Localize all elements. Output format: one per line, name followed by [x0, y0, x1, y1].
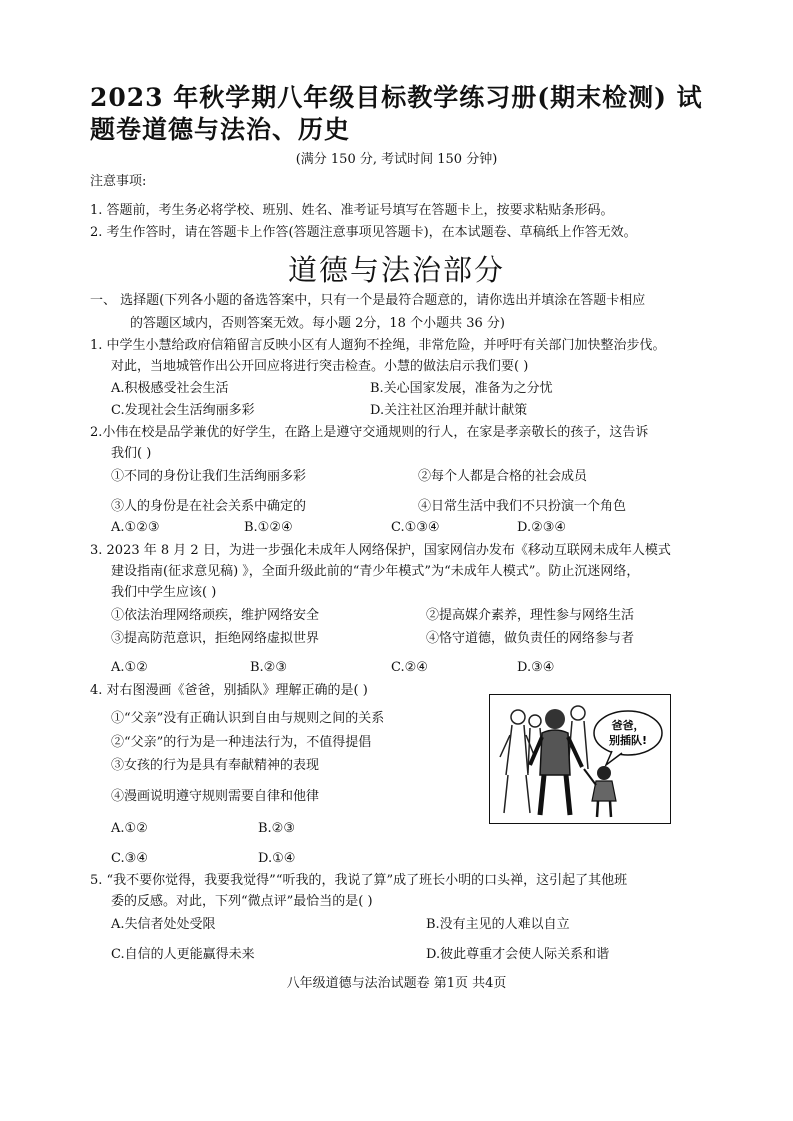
- q2-line-2: 我们( ): [111, 446, 152, 461]
- q3-statement-2: ②提高媒介素养，理性参与网络生活: [426, 608, 635, 623]
- q2-option-c[interactable]: C.①③④: [391, 520, 440, 535]
- cartoon-illustration: [490, 695, 670, 823]
- title-line-2: 题卷道德与法治、历史: [90, 115, 351, 144]
- q4-option-a[interactable]: A.①②: [111, 821, 148, 836]
- q1-option-d[interactable]: D.关注社区治理并献计献策: [370, 403, 528, 418]
- q4-statement-3: ③女孩的行为是具有奉献精神的表现: [111, 758, 320, 773]
- q2-statement-1: ①不同的身份让我们生活绚丽多彩: [111, 469, 307, 484]
- q3-line-2: 建设指南(征求意见稿) 》，全面升级此前的“青少年模式”为“未成年人模式”。防止沉迷网络，: [111, 564, 640, 579]
- q5-option-b[interactable]: B.没有主见的人难以自立: [426, 917, 570, 932]
- q5-line-2: 委的反感。对此，下列“微点评”最恰当的是( ): [111, 894, 373, 909]
- q4-option-c[interactable]: C.③④: [111, 851, 148, 866]
- q3-option-d[interactable]: D.③④: [517, 660, 555, 675]
- exam-subtitle: (满分 150 分, 考试时间 150 分钟): [295, 152, 498, 167]
- part1-instruction-1: 一、 选择题(下列各小题的备选答案中，只有一个是最符合题意的，请你选出并填涂在答题卡相应: [90, 293, 646, 308]
- q4-option-d[interactable]: D.①④: [258, 851, 296, 866]
- q2-option-a[interactable]: A.①②③: [111, 520, 160, 535]
- note-item-1: 1. 答题前，考生务必将学校、班别、姓名、准考证号填写在答题卡上，按要求粘贴条形码。: [90, 203, 614, 218]
- notes-heading: 注意事项:: [90, 174, 147, 189]
- q4-statement-2: ②“父亲”的行为是一种违法行为，不值得提倡: [111, 735, 372, 750]
- q4-line-1: 4. 对右图漫画《爸爸，别插队》理解正确的是( ): [90, 683, 368, 698]
- section-title: 道德与法治部分: [287, 253, 505, 287]
- q3-option-c[interactable]: C.②④: [391, 660, 428, 675]
- q2-statement-4: ④日常生活中我们不只扮演一个角色: [418, 499, 627, 514]
- q3-option-b[interactable]: B.②③: [250, 660, 287, 675]
- q4-statement-4: ④漫画说明遵守规则需要自律和他律: [111, 789, 320, 804]
- q3-statement-3: ③提高防范意识，拒绝网络虚拟世界: [111, 631, 320, 646]
- q1-option-a[interactable]: A.积极感受社会生活: [111, 381, 229, 396]
- q5-option-a[interactable]: A.失信者处处受限: [111, 917, 216, 932]
- q5-line-1: 5. “我不要你觉得，我要我觉得”“听我的，我说了算”成了班长小明的口头禅，这引起了其他班: [90, 873, 628, 888]
- q1-option-b[interactable]: B.关心国家发展，准备为之分忧: [370, 381, 553, 396]
- q5-option-c[interactable]: C.自信的人更能赢得未来: [111, 947, 255, 962]
- q3-statement-1: ①依法治理网络顽疾，维护网络安全: [111, 608, 320, 623]
- cartoon-speech-line-1: 爸爸，: [611, 719, 645, 732]
- q3-option-a[interactable]: A.①②: [111, 660, 148, 675]
- q3-line-3: 我们中学生应该( ): [111, 585, 217, 600]
- q2-option-b[interactable]: B.①②④: [244, 520, 293, 535]
- note-item-2: 2. 考生作答时，请在答题卡上作答(答题注意事项见答题卡)，在本试题卷、草稿纸上作答无效。: [90, 225, 637, 240]
- q2-option-d[interactable]: D.②③④: [517, 520, 567, 535]
- q3-line-1: 3. 2023 年 8 月 2 日，为进一步强化未成年人网络保护，国家网信办发布《移动互联网未成年人模式: [90, 543, 671, 558]
- q1-option-c[interactable]: C.发现社会生活绚丽多彩: [111, 403, 255, 418]
- q2-statement-2: ②每个人都是合格的社会成员: [418, 469, 588, 484]
- q2-statement-3: ③人的身份是在社会关系中确定的: [111, 499, 307, 514]
- page-footer: 八年级道德与法治试题卷 第1页 共4页: [286, 976, 507, 991]
- q1-line-2: 对此，当地城管作出公开回应将进行突击检查。小慧的做法启示我们要( ): [111, 359, 529, 374]
- cartoon-speech-line-2: 别插队!: [608, 734, 648, 747]
- q5-option-d[interactable]: D.彼此尊重才会使人际关系和谐: [426, 947, 610, 962]
- q3-statement-4: ④恪守道德，做负责任的网络参与者: [426, 631, 635, 646]
- q2-line-1: 2.小伟在校是品学兼优的好学生，在路上是遵守交通规则的行人，在家是孝亲敬长的孩子，这告诉: [90, 425, 649, 440]
- title-line-1: 2023 年秋学期八年级目标教学练习册(期末检测) 试: [90, 83, 703, 112]
- q1-line-1: 1. 中学生小慧给政府信箱留言反映小区有人遛狗不拴绳，非常危险，并呼吁有关部门加快整治步伐。: [90, 338, 666, 353]
- q4-option-b[interactable]: B.②③: [258, 821, 295, 836]
- cartoon-image: [489, 694, 671, 824]
- part1-instruction-2: 的答题区域内，否则答案无效。每小题 2分，18 个小题共 36 分): [130, 316, 505, 331]
- q4-statement-1: ①“父亲”没有正确认识到自由与规则之间的关系: [111, 711, 385, 726]
